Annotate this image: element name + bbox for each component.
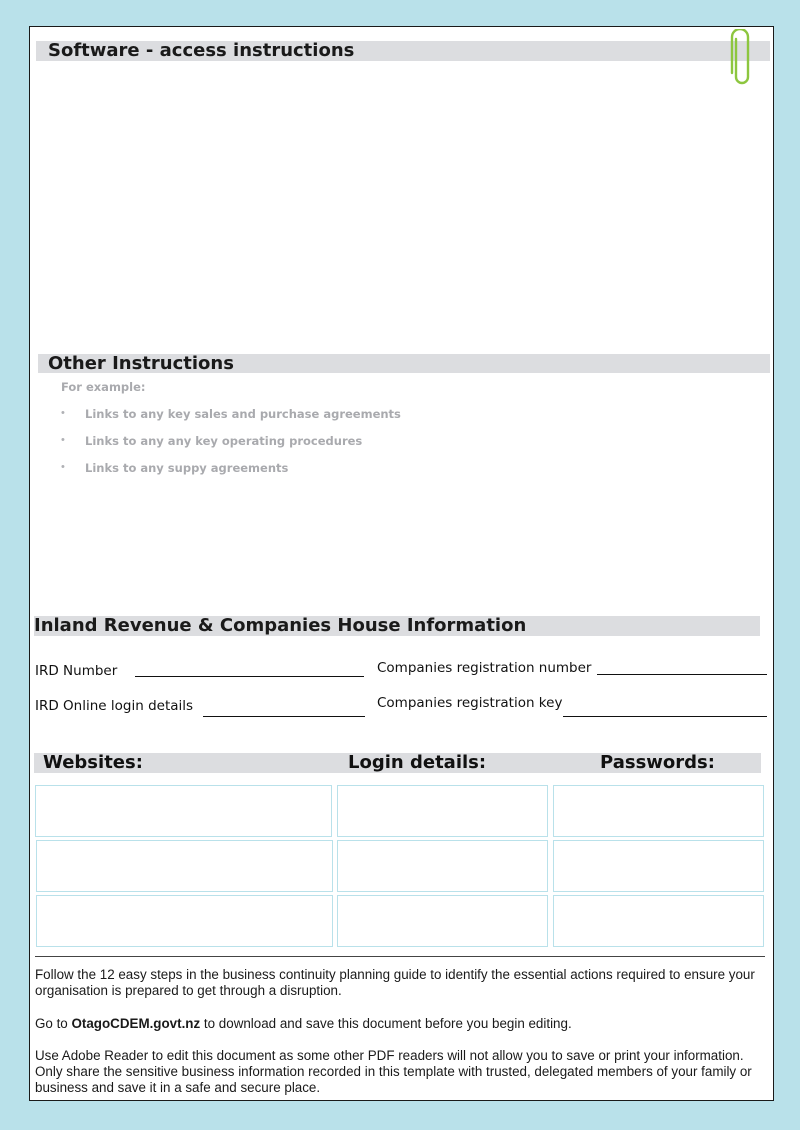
inland-section-title: Inland Revenue & Companies House Information <box>34 615 527 636</box>
other-section-header <box>38 354 770 373</box>
footer-download-prefix: Go to <box>35 1016 72 1031</box>
ird-number-label: IRD Number <box>35 663 118 679</box>
software-section-header <box>36 41 770 61</box>
ird-number-input[interactable] <box>135 676 364 677</box>
website-cell[interactable] <box>36 840 333 892</box>
software-section-title: Software - access instructions <box>48 40 355 61</box>
inland-section-header <box>34 616 760 636</box>
login-cell[interactable] <box>337 840 548 892</box>
footer-guide-text: Follow the 12 easy steps in the business continuity planning guide to identify the essential actions required to ensure your organisation is prepared to get through a disruption. <box>35 967 755 998</box>
password-cell[interactable] <box>553 785 764 837</box>
ird-online-input[interactable] <box>203 716 365 717</box>
companies-reg-number-label: Companies registration number <box>377 660 592 676</box>
footer-privacy-text: Use Adobe Reader to edit this document as some other PDF readers will not allow you to save or print your information. Only share the sensitive business information recorded in this template with trusted, delegated members of your family or business and save it in a safe and secure place. <box>35 1048 752 1095</box>
companies-reg-number-input[interactable] <box>597 674 767 675</box>
software-notes-area[interactable] <box>36 67 758 347</box>
other-section-title: Other Instructions <box>48 353 234 374</box>
footer-download-text <box>35 1016 760 1032</box>
document-page <box>29 26 774 1101</box>
other-example-item: Links to any key sales and purchase agreements <box>85 407 401 421</box>
bullet-icon: • <box>61 434 65 446</box>
passwords-column-header: Passwords: <box>600 752 715 773</box>
website-cell[interactable] <box>35 785 332 837</box>
login-cell[interactable] <box>337 785 548 837</box>
other-example-item: Links to any any key operating procedures <box>85 434 363 448</box>
ird-online-label: IRD Online login details <box>35 698 194 714</box>
footer-download-suffix: to download and save this document before you begin editing. <box>200 1016 572 1031</box>
password-cell[interactable] <box>553 840 764 892</box>
other-example-item: Links to any suppy agreements <box>85 461 289 475</box>
login-column-header: Login details: <box>348 752 487 773</box>
bullet-icon: • <box>61 461 65 473</box>
companies-reg-key-input[interactable] <box>563 716 767 717</box>
otagocdem-link[interactable]: OtagoCDEM.govt.nz <box>71 1016 201 1031</box>
bullet-icon: • <box>61 407 65 419</box>
other-intro: For example: <box>61 380 146 394</box>
website-cell[interactable] <box>36 895 333 947</box>
password-cell[interactable] <box>553 895 764 947</box>
websites-column-header: Websites: <box>43 752 143 773</box>
login-cell[interactable] <box>337 895 548 947</box>
footer-divider <box>35 956 765 957</box>
companies-reg-key-label: Companies registration key <box>377 695 563 711</box>
